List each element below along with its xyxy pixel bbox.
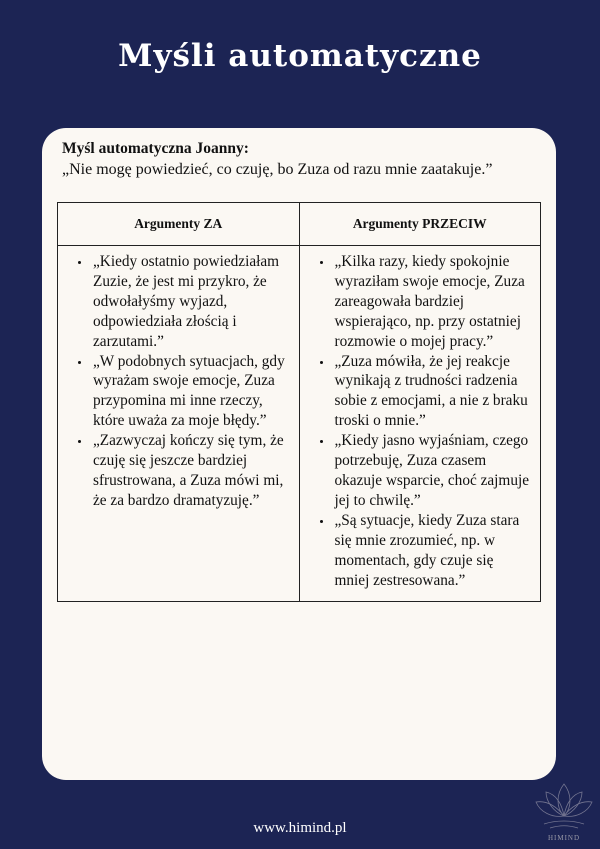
page-title: Myśli automatyczne <box>118 38 482 74</box>
footer-url[interactable]: www.himind.pl <box>253 820 347 836</box>
arguments-table <box>57 202 541 602</box>
header-przeciw: Argumenty PRZECIW <box>299 203 541 246</box>
przeciw-list <box>318 252 531 590</box>
logo-text: HIMIND <box>547 834 581 842</box>
column-przeciw <box>299 246 541 602</box>
za-item: • „Zazwyczaj kończy się tym, że czuję się jeszcze bardziej sfrustrowana, a Zuza mówi mi, że za bardzo dramatyzuję.” <box>91 431 289 511</box>
przeciw-item: • „Kilka razy, kiedy spokojnie wyraziłam swoje emocje, Zuza zareagowała bardziej wspierająco, np. przy ostatniej rozmowie o mojej pracy.” <box>333 252 531 352</box>
content-card <box>42 128 556 780</box>
za-list <box>76 252 289 511</box>
przeciw-item: • „Zuza mówiła, że jej reakcje wynikają z trudności radzenia sobie z emocjami, a nie z braku troski o mnie.” <box>333 352 531 432</box>
przeciw-item: • „Kiedy jasno wyjaśniam, czego potrzebuję, Zuza czasem okazuje wsparcie, choć zajmuje jej to chwilę.” <box>333 431 531 511</box>
column-za <box>58 246 300 602</box>
header-za: Argumenty ZA <box>58 203 300 246</box>
za-item: • „W podobnych sytuacjach, gdy wyrażam swoje emocje, Zuza przypomina mi inne rzeczy, które uważa za moje błędy.” <box>91 352 289 432</box>
za-item: • „Kiedy ostatnio powiedziałam Zuzie, że jest mi przykro, że odwołałyśmy wyjazd, odpowiedziała złością i zarzutami.” <box>91 252 289 352</box>
thought-label: Myśl automatyczna Joanny: <box>62 140 249 157</box>
thought-text: „Nie mogę powiedzieć, co czuję, bo Zuza od razu mnie zaatakuje.” <box>62 161 493 178</box>
przeciw-item: • „Są sytuacje, kiedy Zuza stara się mnie zrozumieć, np. w momentach, gdy czuje się mniej zestresowana.” <box>333 511 531 591</box>
